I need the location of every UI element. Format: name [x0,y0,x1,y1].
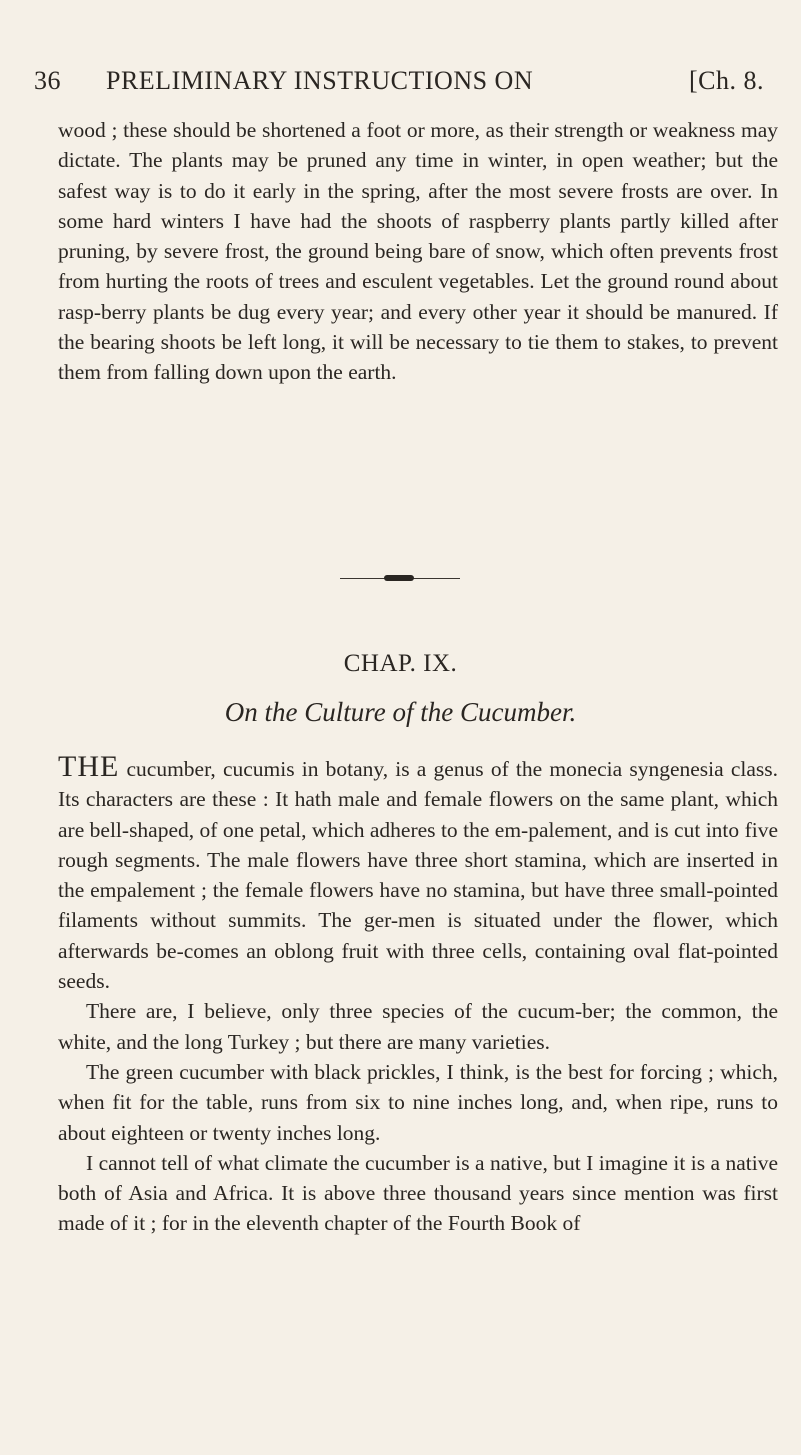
chapter-heading: CHAP. IX. [343,650,458,677]
page-number: 36 [34,66,61,95]
chapter-body [58,752,778,1239]
running-header [34,66,764,106]
paragraph-4: I cannot tell of what climate the cucumber is a native, but I imagine it is a native both of Asia and Africa. It is above three thousand years since mention was first made of it ; for in the eleventh chapter of the Fourth Book of [58,1150,778,1236]
divider-ornament [384,575,414,581]
paragraph-3: The green cucumber with black prickles, I think, is the best for forcing ; which, when fit for the table, runs from six to nine inches long, and, when ripe, runs to about eighteen or twenty inches long. [58,1059,778,1145]
section-divider [340,577,460,580]
dropcap-word: THE [58,750,120,783]
running-title: PRELIMINARY INSTRUCTIONS ON [106,66,534,95]
continued-paragraph: wood ; these should be shortened a foot or more, as their strength or weakness may dictate. The plants may be pruned any time in winter, in open weather; but the safest way is to do it early in the spring, after the most severe frosts are over. In some hard winters I have had the shoots of raspberry plants partly killed after pruning, by severe frost, the ground being bare of snow, which often prevents frost from hurting the roots of trees and esculent vegetables. Let the ground round about rasp-berry plants be dug every year; and every other year it should be manured. If the bearing shoots be left long, it will be necessary to tie them to stakes, to prevent them from falling down upon the earth. [58,118,778,385]
chapter-subtitle: On the Culture of the Cucumber. [224,697,577,727]
chapter-reference: [Ch. 8. [689,66,764,95]
paragraph-2: There are, I believe, only three species of the cucum-ber; the common, the white, and the long Turkey ; but there are many varieties. [58,999,778,1054]
paragraph-1 [58,752,778,996]
paragraph-1-text: cucumber, cucumis in botany, is a genus of the monecia syngenesia class. Its characters are these : It hath male and female flowers on the same plant, which are bell-shaped, of one petal, which adheres to the em-palement, and is cut into five rough segments. The male flowers have three short stamina, which are inserted in the empalement ; the female flowers have no stamina, but have three small-pointed filaments without summits. The ger-men is situated under the flower, which afterwards be-comes an oblong fruit with three cells, containing oval flat-pointed seeds. [58,757,778,994]
